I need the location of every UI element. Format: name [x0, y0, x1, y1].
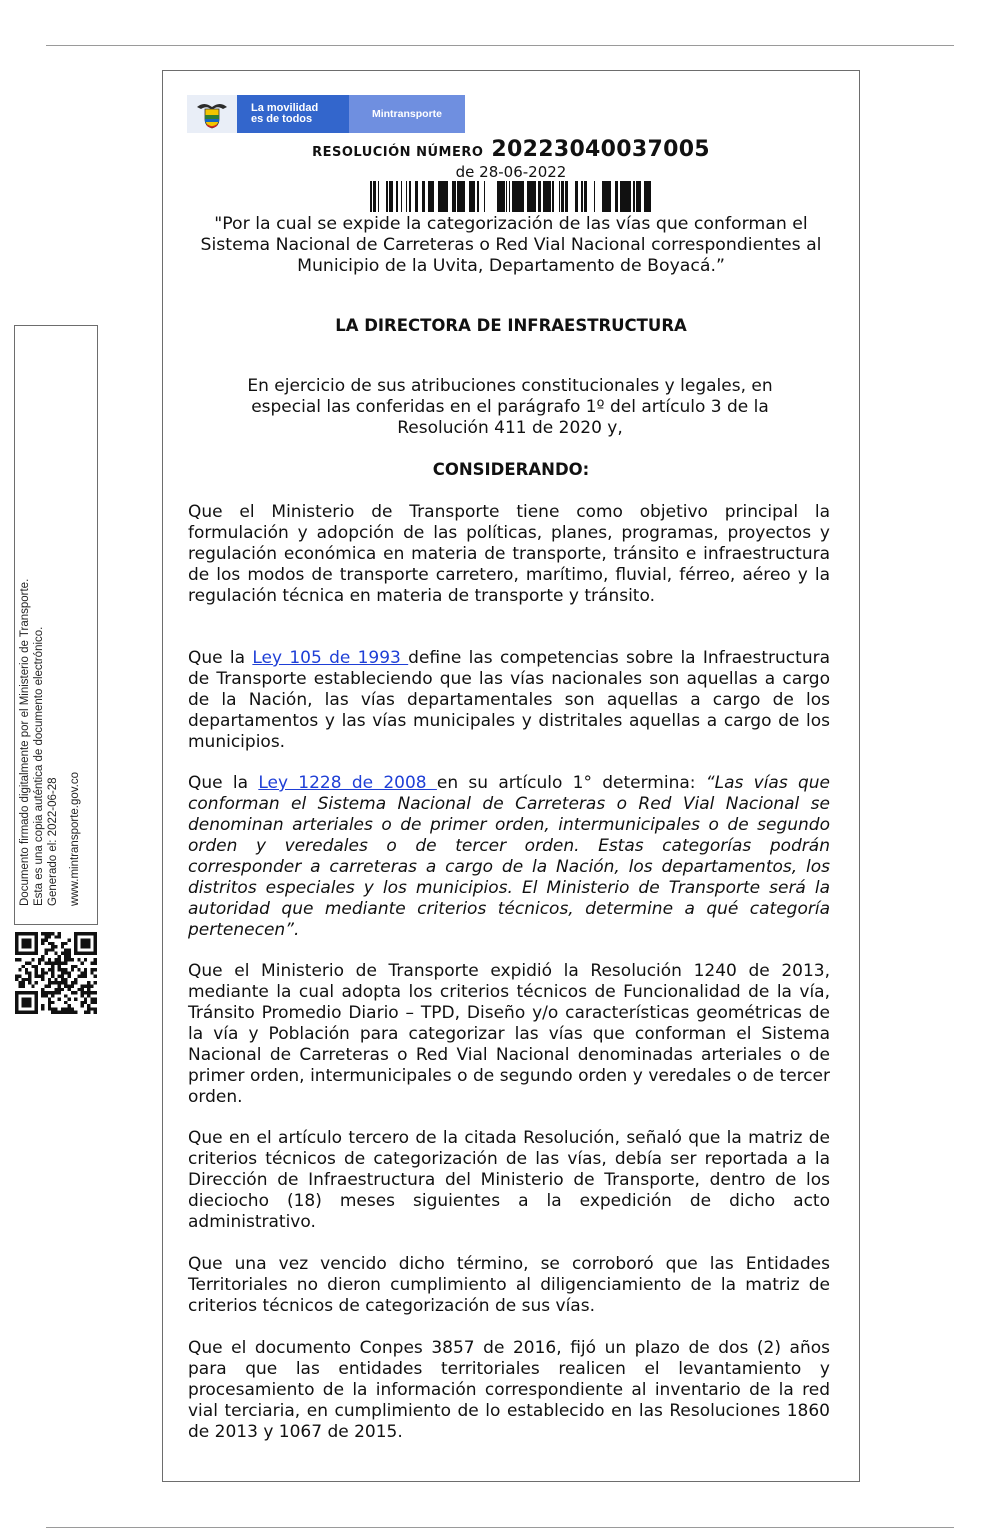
qr-code — [14, 932, 98, 1014]
paragraph-3 — [188, 773, 830, 941]
paragraph-3-mid: en su artículo 1° determina: — [436, 773, 706, 793]
paragraph-6-text: Que una vez vencido dicho término, se corroboró que las Entidades Territoriales no dieron cumplimiento al diligenciamiento de la matriz de criterios técnicos de categorización de sus vías. — [188, 1254, 830, 1316]
movilidad-slogan — [237, 95, 349, 133]
paragraph-6 — [188, 1254, 830, 1317]
ministry-name: Mintransporte — [349, 95, 465, 133]
considerando-heading: CONSIDERANDO: — [432, 460, 590, 479]
coat-of-arms-icon — [187, 95, 237, 133]
paragraph-4-text: Que el Ministerio de Transporte expidió la Resolución 1240 de 2013, mediante la cual adopta los criterios técnicos de Funcionalidad de la vía, Tránsito Promedio Diario – TPD, Diseño y/o características geométricas de la vía y Población para categorizar las vías que conforman el Sistema Nacional de Carreteras o Red Vial Nacional denominadas arteriales o de primer orden, intermunicipales o de segundo orden y veredales o de tercer orden. — [188, 961, 830, 1107]
slogan-line-1: La movilidad — [251, 102, 319, 114]
paragraph-1 — [188, 502, 830, 607]
paragraph-4 — [188, 961, 830, 1108]
footer-rule — [46, 1527, 954, 1528]
resolution-label: RESOLUCIÓN NÚMERO — [312, 145, 484, 160]
signature-line-1: Documento firmado digitalmente por el Ministerio de Transporte. — [19, 578, 31, 906]
paragraph-5-text: Que en el artículo tercero de la citada Resolución, señaló que la matriz de criterios técnicos de categorización de las vías, debía ser reportada a la Dirección de Infraestructura del Ministerio de Transporte, dentro de los dieciocho (18) meses siguientes a la expedición de dicho acto administrativo. — [188, 1128, 830, 1232]
signature-line-2: Esta es una copia auténtica de documento electrónico. — [33, 626, 45, 906]
paragraph-3-pre: Que la — [188, 773, 259, 793]
website-url: www.mintransporte.gov.co — [69, 771, 81, 906]
paragraph-5 — [188, 1128, 830, 1233]
paragraph-2 — [188, 648, 830, 753]
ley-105-link[interactable]: Ley 105 de 1993 — [252, 648, 409, 668]
paragraph-7-text: Que el documento Conpes 3857 de 2016, fijó un plazo de dos (2) años para que las entidades territoriales realicen el levantamiento y procesamiento de la información correspondiente al inventario de la red vial terciaria, en cumplimiento de lo establecido en las Resoluciones 1860 de 2013 y 1067 de 2015. — [188, 1338, 830, 1442]
resolution-number: 20223040037005 — [491, 137, 710, 162]
slogan-line-2: es de todos — [251, 113, 313, 125]
barcode — [370, 181, 651, 212]
signature-line-3: Generado el: 2022-06-28 — [47, 777, 59, 906]
digital-signature-box — [14, 325, 98, 925]
intro-paragraph: En ejercicio de sus atribuciones constitucionales y legales, en especial las conferidas en el parágrafo 1º del artículo 3 de la Resolución 411 de 2020 y, — [247, 376, 773, 438]
paragraph-3-quote: “Las vías que conforman el Sistema Nacional de Carreteras o Red Vial Nacional se denominan arteriales o de primer orden, intermunicipales o de segundo orden y veredales o de tercer orden. Estas categorías podrán corresponder a carreteras a cargo de la Nación, los departamentos, los distritos especiales y los municipios. El Ministerio de Transporte será la autoridad que mediante criterios técnicos, determine a qué categoría pertenecen”. — [188, 773, 830, 940]
paragraph-7 — [188, 1338, 830, 1443]
header-rule — [46, 45, 954, 46]
ministry-logo — [187, 95, 465, 133]
paragraph-1-text: Que el Ministerio de Transporte tiene como objetivo principal la formulación y adopción de las políticas, planes, programas, proyectos y regulación económica en materia de transporte, tránsito e infraestructura de los modos de transporte carretero, marítimo, fluvial, férreo, aéreo y la regulación técnica en materia de transporte y tránsito. — [188, 502, 830, 606]
paragraph-2-post: define las competencias sobre la Infraestructura de Transporte estableciendo que las vías nacionales son aquellas a cargo de la Nación, las vías departamentales son aquellas a cargo de los departamentos y las vías municipales y distritales aquellas a cargo de los municipios. — [188, 648, 830, 752]
resolution-title: "Por la cual se expide la categorización de las vías que conforman el Sistema Nacional de Carreteras o Red Vial Nacional correspondientes al Municipio de la Uvita, Departamento de Boyacá.” — [200, 214, 822, 276]
authority-heading: LA DIRECTORA DE INFRAESTRUCTURA — [335, 316, 687, 335]
ley-1228-link[interactable]: Ley 1228 de 2008 — [258, 773, 437, 793]
paragraph-2-pre: Que la — [188, 648, 253, 668]
resolution-date: de 28-06-2022 — [455, 163, 567, 181]
